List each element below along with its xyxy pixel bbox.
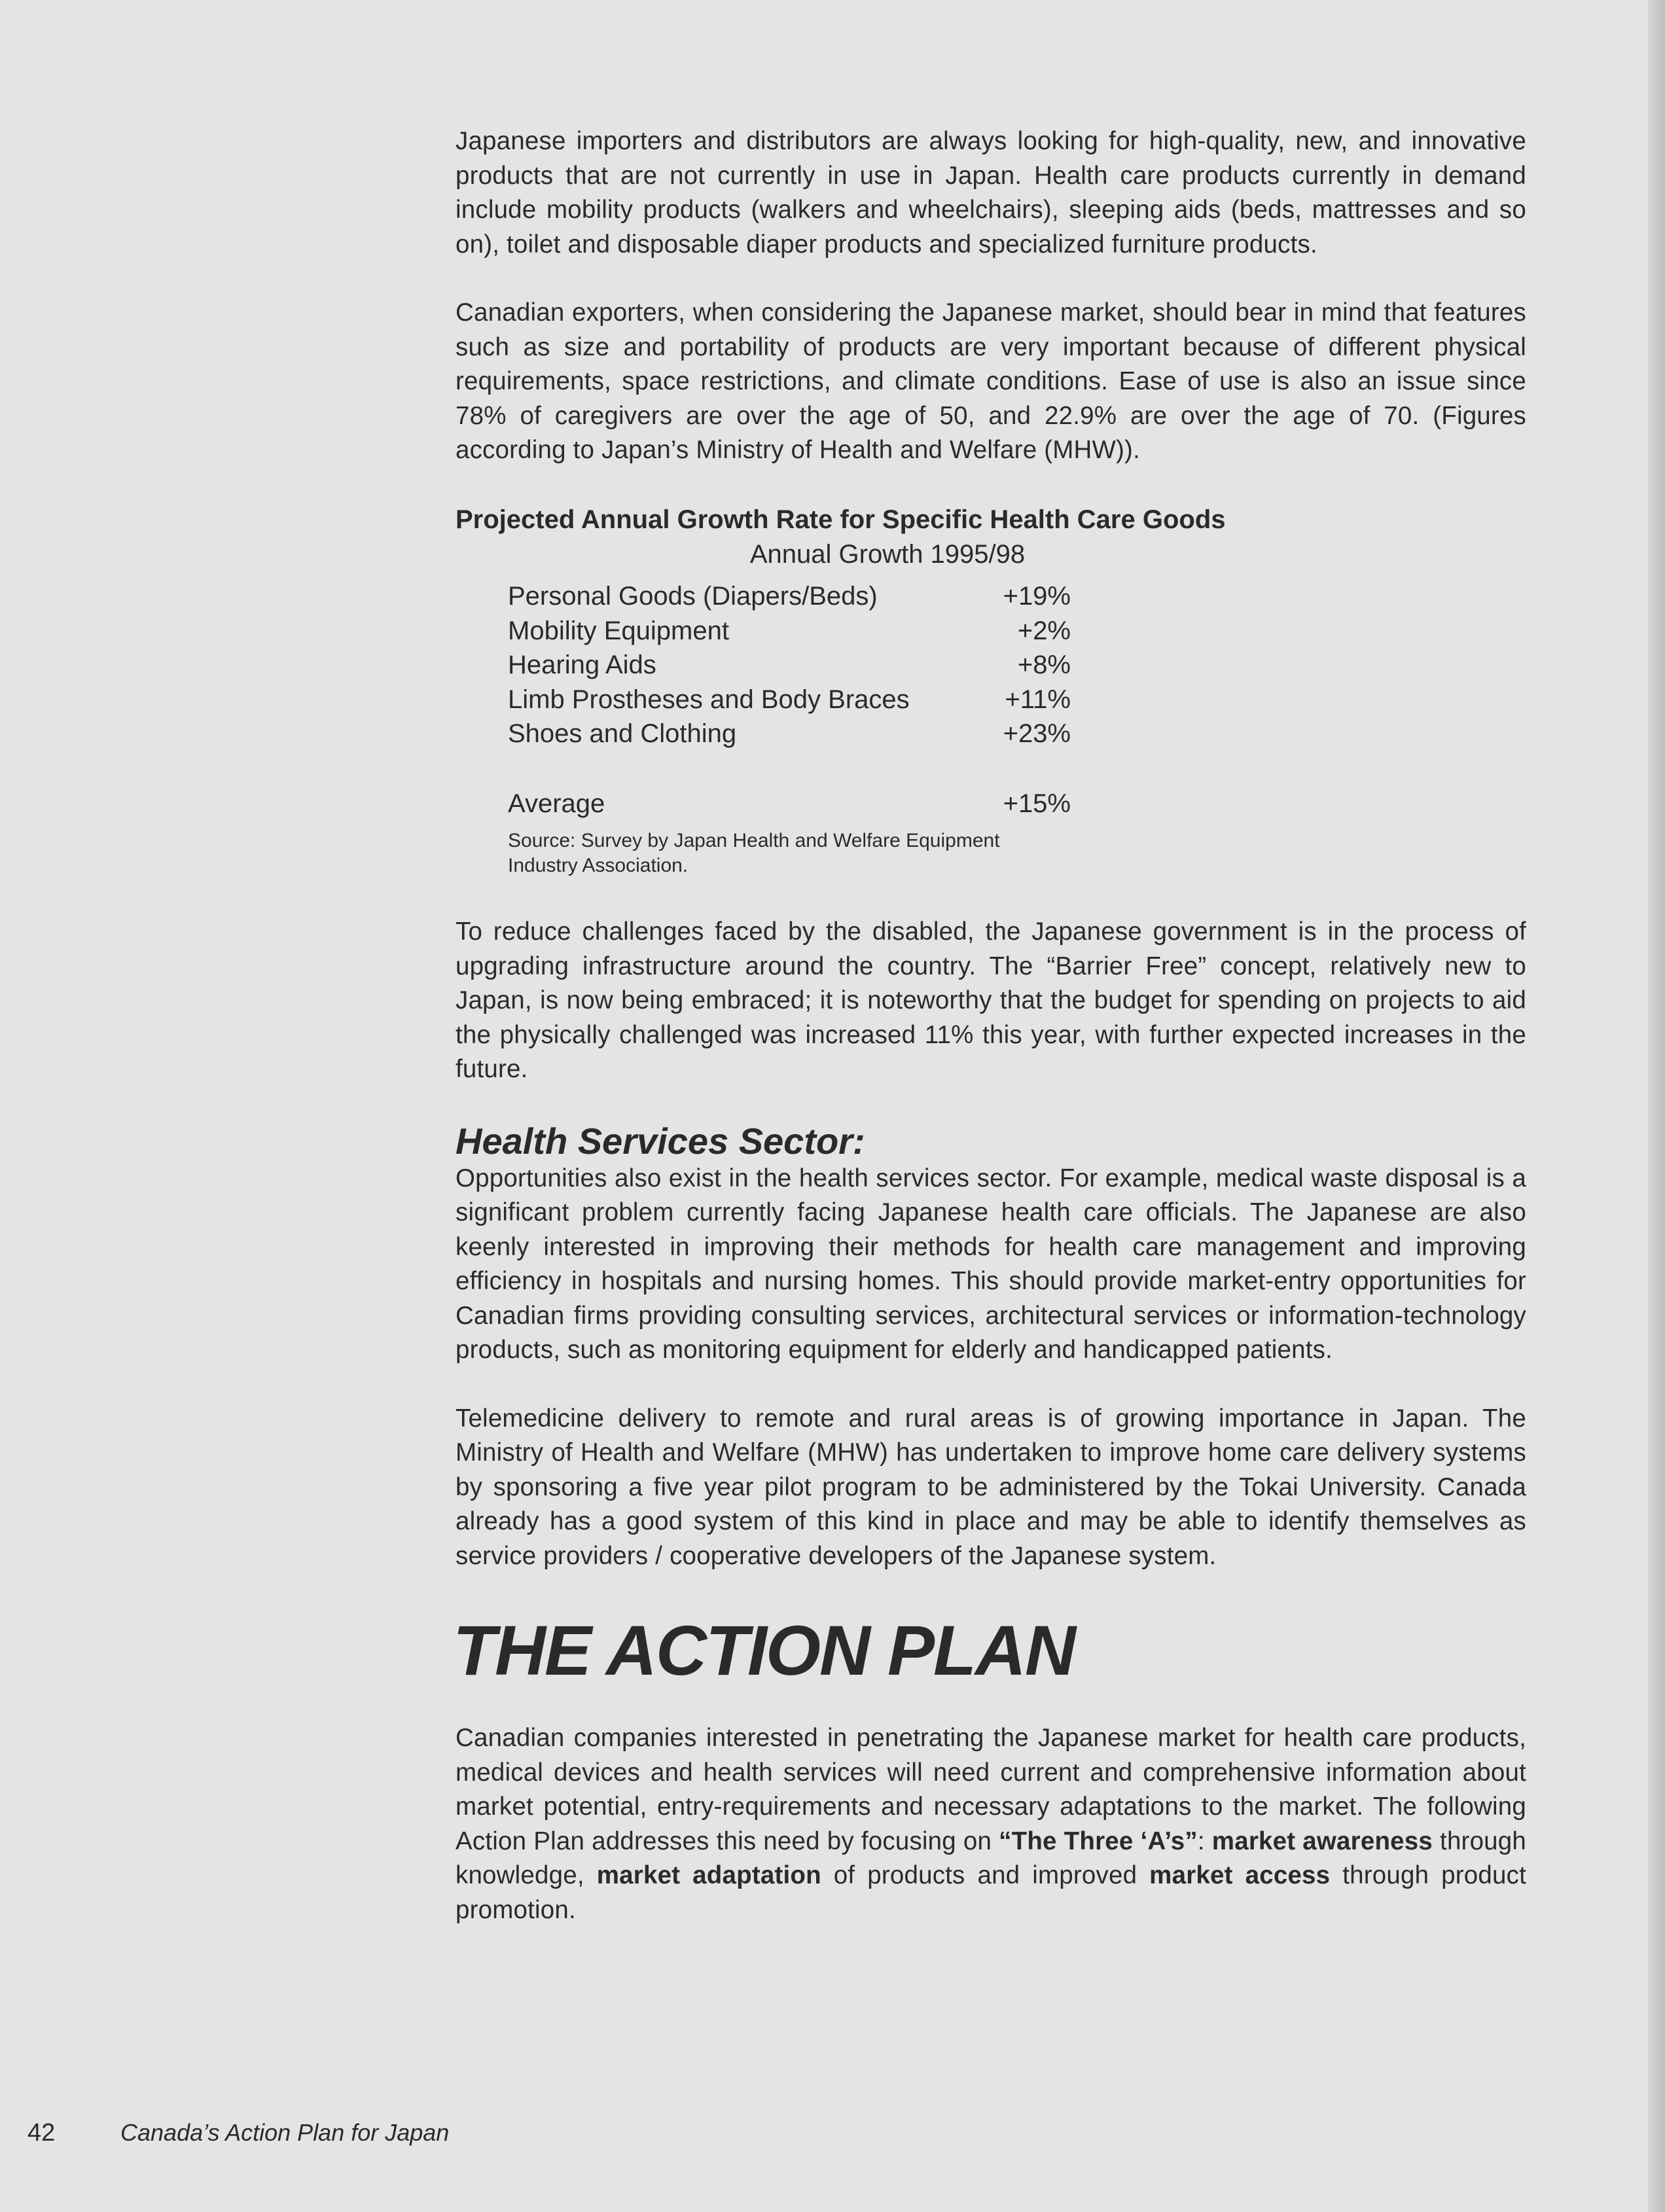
table-row (508, 717, 1071, 751)
paragraph-action-plan (456, 1721, 1526, 1927)
row-label: Mobility Equipment (508, 616, 729, 645)
average-value: +15% (1003, 789, 1071, 818)
row-label: Personal Goods (Diapers/Beds) (508, 582, 878, 611)
publication-title: Canada’s Action Plan for Japan (120, 2119, 450, 2146)
action-plan-text: Canadian companies interested in penetrating the Japanese market for health care products, medical devices and health services will need current and comprehensive information about market potential, entry-requirements and necessary adaptations to the market. The following Action Plan addresses this need by focusing on (456, 1724, 1526, 1855)
row-value: +2% (1017, 616, 1071, 645)
table-body (508, 537, 1071, 879)
page-number: 42 (27, 2119, 56, 2147)
main-content (453, 124, 1527, 1961)
action-plan-text: : (1197, 1827, 1212, 1855)
row-label: Hearing Aids (508, 651, 656, 679)
health-services-heading: Health Services Sector: (456, 1120, 865, 1162)
table-row (508, 648, 1071, 683)
action-plan-heading: THE ACTION PLAN (453, 1611, 1075, 1690)
row-label: Shoes and Clothing (508, 719, 737, 748)
row-value: +11% (1005, 685, 1071, 714)
paragraph-barrier-free: To reduce challenges faced by the disabled, the Japanese government is in the process of upgrading infrastructure around the country. The “Barrier Free” concept, relatively new to Japan, is now being embraced; it is noteworthy that the budget for spending on projects to aid the physically challenged was increased 11% this year, with further expected increases in the future. (456, 918, 1526, 1083)
action-plan-text: through knowledge, (456, 1827, 1527, 1889)
paragraph-exporters: Canadian exporters, when considering the Japanese market, should bear in mind that features such as size and portability of products are very important because of different physical requirements, space restrictions, and climate conditions. Ease of use is also an issue since 78% of caregivers are over the age of 50, and 22.9% are over the age of 70. (Figures according to Japan’s Ministry of Health and Welfare (MHW)). (456, 298, 1526, 464)
three-as-emphasis: “The Three ‘A’s” (999, 1827, 1198, 1855)
table-title: Projected Annual Growth Rate for Specific Health Care Goods (456, 505, 1226, 534)
paragraph-telemedicine: Telemedicine delivery to remote and rural areas is of growing importance in Japan. The Ministry of Health and Welfare (MHW) has undertaken to improve home care delivery systems by sponsoring a five year pilot program to be administered by the Tokai University. Canada already has a good system of this kind in place and may be able to identify themselves as service providers / cooperative developers of the Japanese system. (456, 1404, 1526, 1570)
row-label: Limb Prostheses and Body Braces (508, 685, 910, 714)
action-plan-text: through product promotion. (456, 1861, 1526, 1924)
table-row-average (508, 787, 1071, 821)
table-row (508, 683, 1071, 717)
paragraph-importers: Japanese importers and distributors are always looking for high-quality, new, and innovative products that are not currently in use in Japan. Health care products currently in demand include mobility products (walkers and wheelchairs), sleeping aids (beds, mattresses and so on), toilet and disposable diaper products and specialized furniture products. (456, 127, 1526, 259)
action-plan-text: of products and improved (821, 1861, 1150, 1889)
page-edge (1648, 0, 1665, 2212)
table-row (508, 614, 1071, 649)
page-footer (27, 2116, 449, 2149)
table-source: Source: Survey by Japan Health and Welfare Equipment Industry Association. (508, 830, 1000, 876)
paragraph-health-services: Opportunities also exist in the health services sector. For example, medical waste disposal is a significant problem currently facing Japanese health care officials. The Japanese are also keenly interested in improving their methods for health care management and improving efficiency in hospitals and nursing homes. This should provide market-entry opportunities for Canadian firms providing consulting services, architectural services or information-technology products, such as monitoring equipment for elderly and handicapped patients. (456, 1164, 1526, 1364)
market-awareness-emphasis: market awareness (1211, 1827, 1433, 1855)
average-label: Average (508, 789, 605, 818)
row-value: +23% (1003, 719, 1071, 748)
row-value: +8% (1017, 651, 1071, 679)
growth-rate-table (456, 502, 1526, 879)
table-row (508, 579, 1071, 614)
row-value: +19% (1003, 582, 1071, 611)
table-column-header: Annual Growth 1995/98 (749, 539, 1026, 569)
market-adaptation-emphasis: market adaptation (596, 1861, 821, 1889)
market-access-emphasis: market access (1149, 1861, 1331, 1889)
